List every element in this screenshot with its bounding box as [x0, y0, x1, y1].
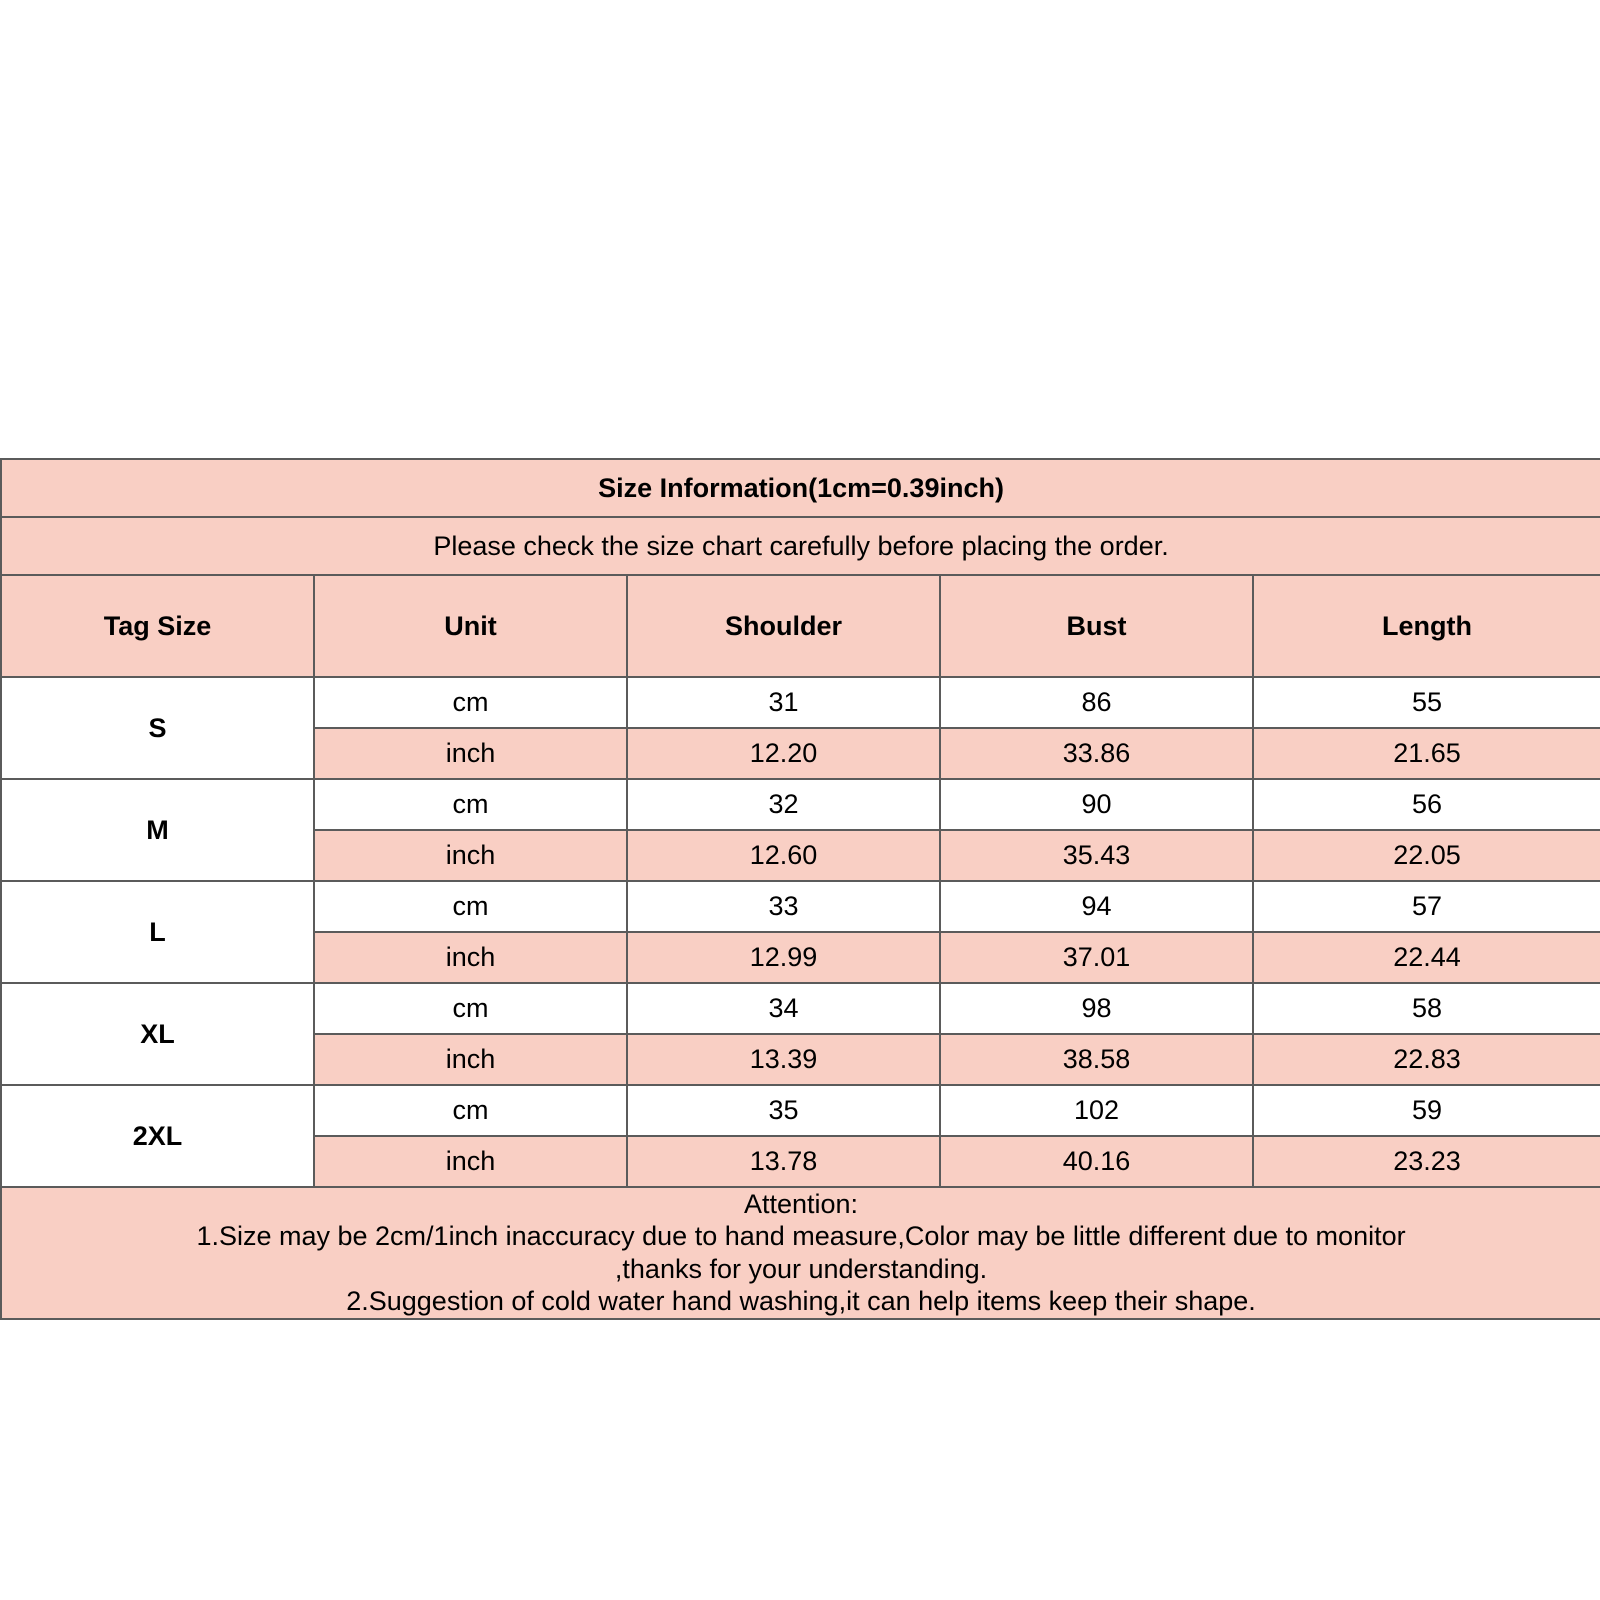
shoulder-cm-l: 33: [627, 881, 940, 932]
bust-inch-s: 33.86: [940, 728, 1253, 779]
column-header-bust: Bust: [940, 575, 1253, 677]
length-cm-xl: 58: [1253, 983, 1600, 1034]
shoulder-inch-s: 12.20: [627, 728, 940, 779]
table-subtitle-row: [1, 517, 1600, 575]
bust-cm-l: 94: [940, 881, 1253, 932]
tag-size-l: L: [1, 881, 314, 983]
table-row: [1, 1085, 1600, 1136]
unit-inch-s: inch: [314, 728, 627, 779]
unit-inch-xl: inch: [314, 1034, 627, 1085]
attention-heading: Attention:: [743, 1189, 859, 1219]
unit-cm-xl: cm: [314, 983, 627, 1034]
unit-cm-2xl: cm: [314, 1085, 627, 1136]
length-inch-m: 22.05: [1253, 830, 1600, 881]
chart-title: Size Information(1cm=0.39inch): [1, 459, 1600, 517]
shoulder-inch-l: 12.99: [627, 932, 940, 983]
bust-inch-2xl: 40.16: [940, 1136, 1253, 1187]
column-header-unit: Unit: [314, 575, 627, 677]
shoulder-cm-m: 32: [627, 779, 940, 830]
column-header-tag-size: Tag Size: [1, 575, 314, 677]
bust-cm-m: 90: [940, 779, 1253, 830]
unit-cm-l: cm: [314, 881, 627, 932]
column-header-shoulder: Shoulder: [627, 575, 940, 677]
unit-inch-l: inch: [314, 932, 627, 983]
length-cm-2xl: 59: [1253, 1085, 1600, 1136]
attention-line-2: ,thanks for your understanding.: [614, 1253, 988, 1284]
tag-size-m: M: [1, 779, 314, 881]
bust-inch-m: 35.43: [940, 830, 1253, 881]
bust-inch-xl: 38.58: [940, 1034, 1253, 1085]
chart-subtitle: Please check the size chart carefully before placing the order.: [1, 517, 1600, 575]
shoulder-inch-m: 12.60: [627, 830, 940, 881]
size-chart-container: [0, 458, 1600, 1320]
shoulder-cm-xl: 34: [627, 983, 940, 1034]
shoulder-cm-s: 31: [627, 677, 940, 728]
bust-inch-l: 37.01: [940, 932, 1253, 983]
length-inch-s: 21.65: [1253, 728, 1600, 779]
attention-block: [1, 1187, 1600, 1319]
table-row: [1, 779, 1600, 830]
attention-line-1: 1.Size may be 2cm/1inch inaccuracy due to hand measure,Color may be little different due to monitor: [196, 1221, 1406, 1252]
shoulder-cm-2xl: 35: [627, 1085, 940, 1136]
shoulder-inch-2xl: 13.78: [627, 1136, 940, 1187]
table-header-row: [1, 575, 1600, 677]
shoulder-inch-xl: 13.39: [627, 1034, 940, 1085]
size-chart-table: [0, 458, 1600, 1320]
length-inch-2xl: 23.23: [1253, 1136, 1600, 1187]
unit-cm-s: cm: [314, 677, 627, 728]
unit-inch-m: inch: [314, 830, 627, 881]
length-inch-l: 22.44: [1253, 932, 1600, 983]
table-row: [1, 983, 1600, 1034]
table-title-row: [1, 459, 1600, 517]
bust-cm-xl: 98: [940, 983, 1253, 1034]
bust-cm-2xl: 102: [940, 1085, 1253, 1136]
unit-inch-2xl: inch: [314, 1136, 627, 1187]
bust-cm-s: 86: [940, 677, 1253, 728]
tag-size-s: S: [1, 677, 314, 779]
column-header-length: Length: [1253, 575, 1600, 677]
length-cm-m: 56: [1253, 779, 1600, 830]
table-row: [1, 881, 1600, 932]
length-inch-xl: 22.83: [1253, 1034, 1600, 1085]
length-cm-s: 55: [1253, 677, 1600, 728]
attention-line-3: 2.Suggestion of cold water hand washing,it can help items keep their shape.: [346, 1286, 1256, 1317]
table-row: [1, 677, 1600, 728]
attention-row: [1, 1187, 1600, 1319]
length-cm-l: 57: [1253, 881, 1600, 932]
tag-size-xl: XL: [1, 983, 314, 1085]
tag-size-2xl: 2XL: [1, 1085, 314, 1187]
unit-cm-m: cm: [314, 779, 627, 830]
